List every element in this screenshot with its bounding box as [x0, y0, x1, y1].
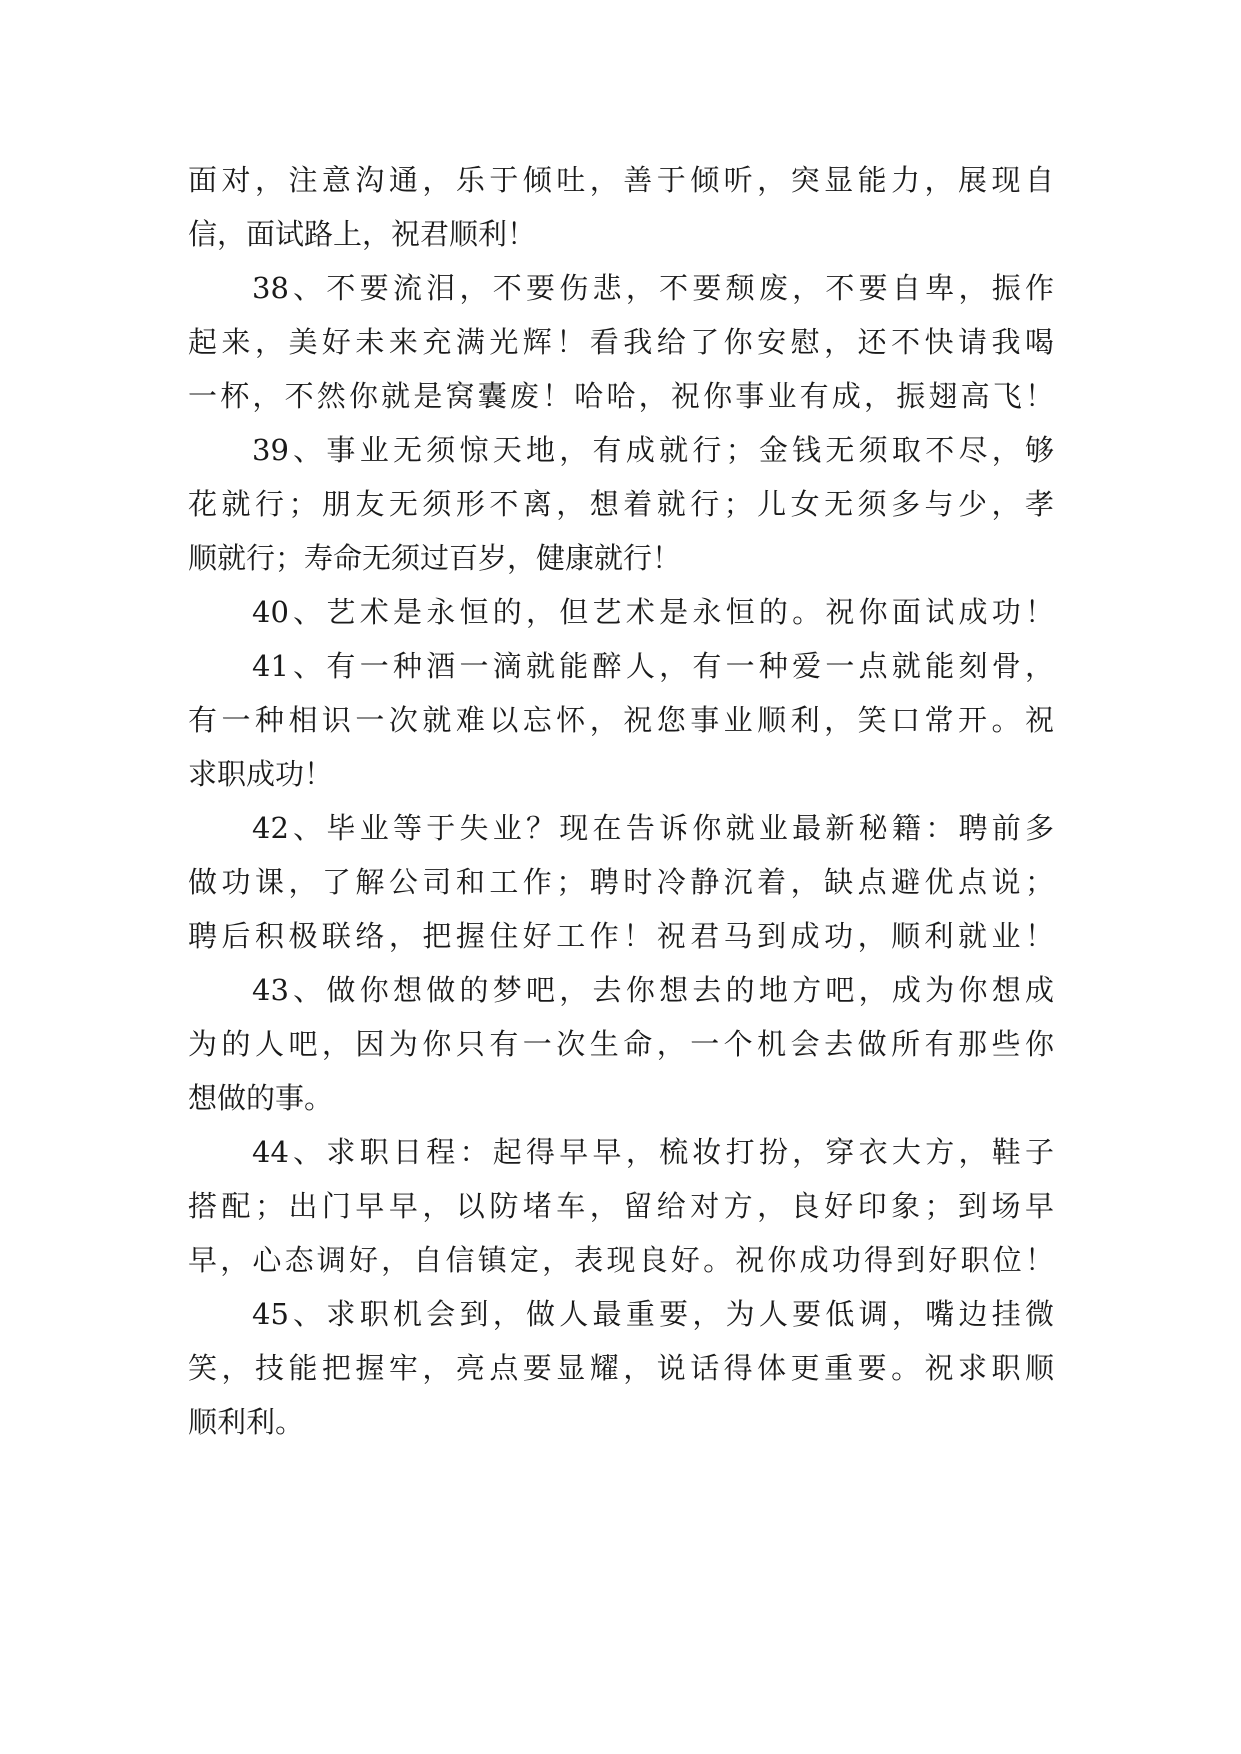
- paragraph-41-line-2: 有一种相识一次就难以忘怀，祝您事业顺利，笑口常开。祝: [188, 703, 1054, 737]
- paragraph-42-line-1: 42、毕业等于失业？现在告诉你就业最新秘籍：聘前多: [252, 811, 1054, 845]
- paragraph-39-line-3: 顺就行；寿命无须过百岁，健康就行！: [188, 541, 682, 575]
- paragraph-43-line-2: 为的人吧，因为你只有一次生命，一个机会去做所有那些你: [188, 1027, 1054, 1061]
- paragraph-39-line-2: 花就行；朋友无须形不离，想着就行；儿女无须多与少，孝: [188, 487, 1054, 521]
- paragraph-41-line-1: 41、有一种酒一滴就能醉人，有一种爱一点就能刻骨，: [252, 649, 1054, 683]
- text-line-2: 信，面试路上，祝君顺利！: [188, 217, 537, 251]
- paragraph-44-line-3: 早，心态调好，自信镇定，表现良好。祝你成功得到好职位！: [188, 1243, 1054, 1277]
- paragraph-45-line-2: 笑，技能把握牢，亮点要显耀，说话得体更重要。祝求职顺: [188, 1351, 1054, 1385]
- paragraph-44-line-2: 搭配；出门早早，以防堵车，留给对方，良好印象；到场早: [188, 1189, 1054, 1223]
- paragraph-38-line-3: 一杯，不然你就是窝囊废！哈哈，祝你事业有成，振翅高飞！: [188, 379, 1054, 413]
- paragraph-43-line-3: 想做的事。: [188, 1081, 334, 1115]
- paragraph-38-line-1: 38、不要流泪，不要伤悲，不要颓废，不要自卑，振作: [252, 271, 1054, 305]
- paragraph-42-line-2: 做功课，了解公司和工作；聘时冷静沉着，缺点避优点说；: [188, 865, 1054, 899]
- text-line-1: 面对，注意沟通，乐于倾吐，善于倾听，突显能力，展现自: [188, 163, 1054, 197]
- paragraph-41-line-3: 求职成功！: [188, 757, 334, 791]
- paragraph-43-line-1: 43、做你想做的梦吧，去你想去的地方吧，成为你想成: [252, 973, 1054, 1007]
- paragraph-42-line-3: 聘后积极联络，把握住好工作！祝君马到成功，顺利就业！: [188, 919, 1054, 953]
- paragraph-45-line-3: 顺利利。: [188, 1405, 305, 1439]
- paragraph-39-line-1: 39、事业无须惊天地，有成就行；金钱无须取不尽，够: [252, 433, 1054, 467]
- paragraph-45-line-1: 45、求职机会到，做人最重要，为人要低调，嘴边挂微: [252, 1297, 1054, 1331]
- paragraph-44-line-1: 44、求职日程：起得早早，梳妆打扮，穿衣大方，鞋子: [252, 1135, 1054, 1169]
- paragraph-38-line-2: 起来，美好未来充满光辉！看我给了你安慰，还不快请我喝: [188, 325, 1054, 359]
- paragraph-40-line-1: 40、艺术是永恒的，但艺术是永恒的。祝你面试成功！: [252, 595, 1054, 629]
